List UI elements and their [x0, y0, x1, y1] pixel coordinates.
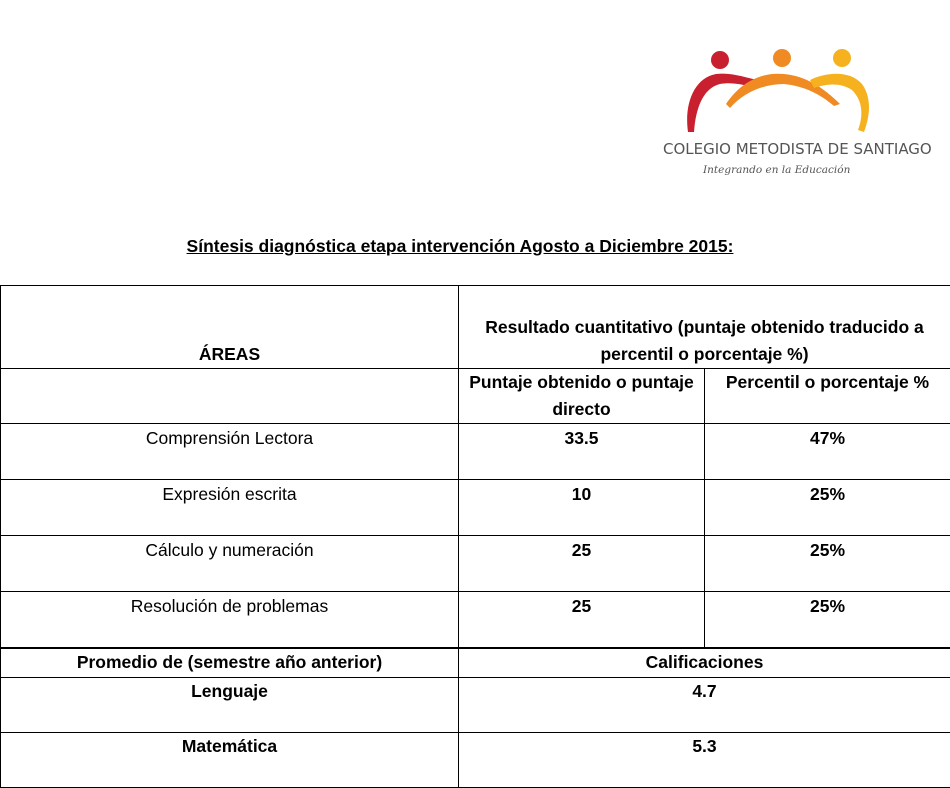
empty-cell — [1, 369, 459, 424]
grade-row — [1, 678, 950, 733]
subject-cell: Lenguaje — [1, 678, 459, 733]
score-cell: 25 — [459, 592, 705, 649]
percent-header: Percentil o porcentaje % — [705, 369, 950, 424]
table-subheader-row — [1, 369, 950, 424]
percent-cell: 25% — [705, 592, 950, 649]
school-name: COLEGIO METODISTA DE SANTIAGO — [663, 140, 932, 158]
percent-cell: 25% — [705, 536, 950, 592]
table-row — [1, 536, 950, 592]
average-header-row — [1, 648, 950, 678]
page-title: Síntesis diagnóstica etapa intervención Agosto a Diciembre 2015: — [186, 236, 734, 256]
grade-cell: 4.7 — [459, 678, 950, 733]
school-motto: Integrando en la Educación — [703, 164, 851, 176]
subject-cell: Matemática — [1, 733, 459, 788]
score-cell: 33.5 — [459, 424, 705, 480]
percent-cell: 25% — [705, 480, 950, 536]
score-header: Puntaje obtenido o puntaje directo — [459, 369, 705, 424]
grades-header: Calificaciones — [459, 648, 950, 678]
grade-row — [1, 733, 950, 788]
area-cell: Cálculo y numeración — [1, 536, 459, 592]
score-cell: 10 — [459, 480, 705, 536]
percent-cell: 47% — [705, 424, 950, 480]
area-cell: Comprensión Lectora — [1, 424, 459, 480]
area-cell: Expresión escrita — [1, 480, 459, 536]
table-row — [1, 424, 950, 480]
area-cell: Resolución de problemas — [1, 592, 459, 649]
grade-cell: 5.3 — [459, 733, 950, 788]
areas-header: ÁREAS — [1, 286, 459, 369]
table-header-row — [1, 286, 950, 369]
average-header: Promedio de (semestre año anterior) — [1, 648, 459, 678]
diagnostic-table — [0, 285, 950, 788]
result-header: Resultado cuantitativo (puntaje obtenido traducido a percentil o porcentaje %) — [459, 286, 950, 369]
table-row — [1, 592, 950, 649]
logo-figures-icon — [680, 44, 880, 139]
table-row — [1, 480, 950, 536]
score-cell: 25 — [459, 536, 705, 592]
school-logo — [650, 44, 932, 184]
